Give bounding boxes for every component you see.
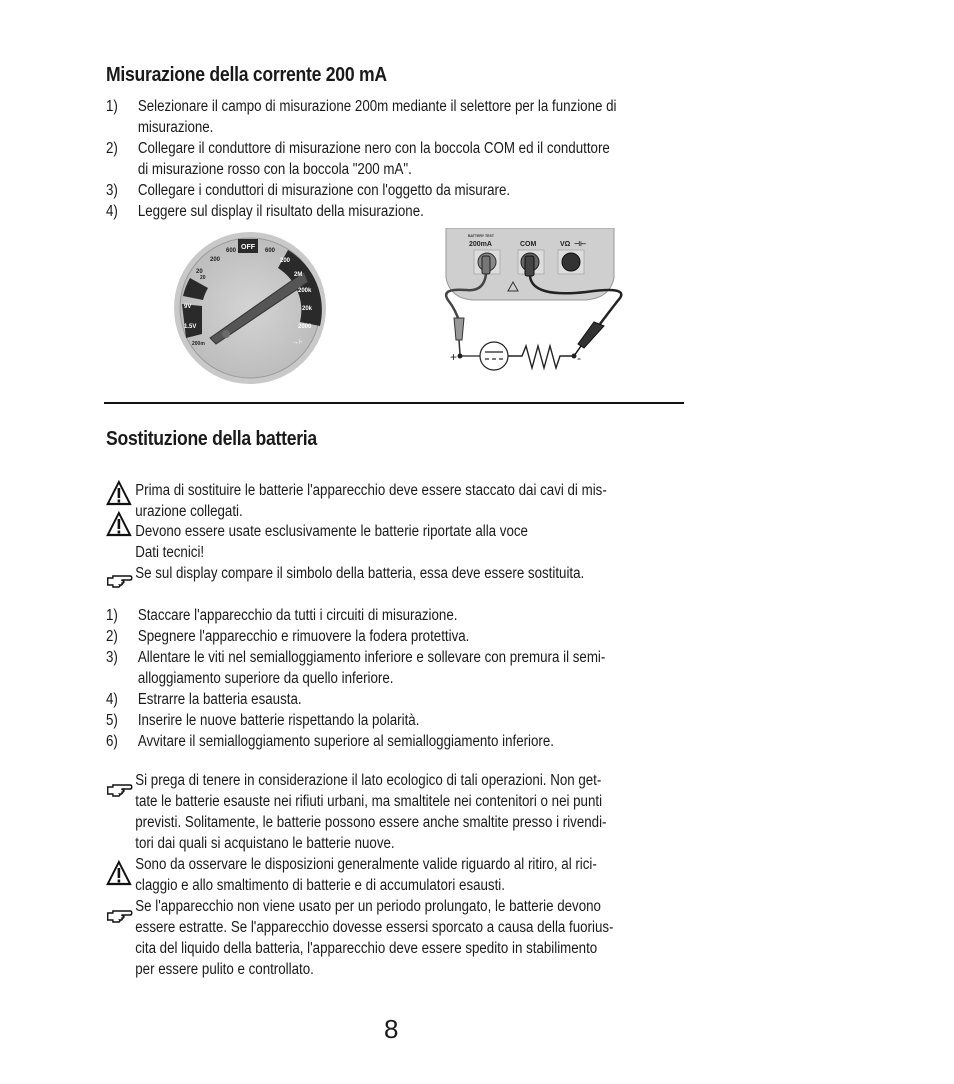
list-item: 1) Selezionare il campo di misurazione 200m mediante il selettore per la funzione di misurazione.: [106, 98, 617, 136]
svg-text:2M: 2M: [294, 272, 303, 278]
svg-text:200: 200: [210, 257, 221, 263]
svg-text:⊣⊢: ⊣⊢: [574, 241, 587, 248]
svg-text:600: 600: [265, 248, 276, 254]
list-item: 5) Inserire le nuove batterie rispettando la polarità.: [106, 712, 420, 729]
svg-text:2: 2: [188, 286, 192, 292]
svg-text:-: -: [577, 351, 581, 365]
svg-text:2000: 2000: [298, 324, 312, 330]
dial-label-off: OFF: [241, 244, 255, 251]
list-item: 4) Leggere sul display il risultato della misurazione.: [106, 203, 424, 220]
warning-icon: [106, 480, 132, 506]
list-item: 6) Avvitare il semialloggiamento superiore al semialloggiamento inferiore.: [106, 733, 554, 750]
list-item: 2) Spegnere l'apparecchio e rimuovere la fodera protettiva.: [106, 628, 470, 645]
list-item: 3) Collegare i conduttori di misurazione con l'oggetto da misurare.: [106, 182, 511, 199]
svg-text:20k: 20k: [302, 306, 313, 312]
svg-text:200mA: 200mA: [469, 241, 492, 248]
page-number: 8: [384, 1014, 399, 1044]
warning-note: Prima di sostituire le batterie l'apparecchio deve essere staccato dai cavi di mis- urazione collegati.: [106, 480, 691, 522]
svg-text:200m: 200m: [192, 341, 205, 347]
list-item: 2) Collegare il conduttore di misurazione nero con la boccola COM ed il conduttore di misurazione rosso con la boccola "200 mA".: [106, 140, 610, 178]
hand-note: Si prega di tenere in considerazione il lato ecologico di tali operazioni. Non get- tate le batterie esauste nei rifiuti urbani, ma smaltitele nei contenitori o nei punti previsti. Solitamente, le batterie possono essere anche smaltite presso i rivendi- tori dai quali si acquistano le batterie nuove.: [106, 770, 691, 854]
section-title-battery-replacement: Sostituzione della batteria: [106, 428, 317, 450]
svg-text:20: 20: [196, 269, 203, 275]
svg-text:COM: COM: [520, 241, 537, 248]
test-leads-circuit-illustration: [436, 228, 632, 378]
list-item: 4) Estrarre la batteria esausta.: [106, 691, 302, 708]
pointing-hand-icon: [106, 780, 134, 798]
svg-text:1.5V: 1.5V: [184, 324, 197, 330]
svg-text:+: +: [450, 350, 458, 364]
battery-replacement-steps: [106, 605, 691, 752]
section-divider: [104, 402, 684, 404]
warning-note: Sono da osservare le disposizioni generalmente valide riguardo al ritiro, al rici- claggio e allo smaltimento di batterie e di accumulatori esausti.: [106, 854, 691, 896]
pointing-hand-icon: [106, 906, 134, 924]
warning-note: Devono essere usate esclusivamente le batterie riportate alla voce Dati tecnici!: [106, 521, 691, 563]
pointing-hand-icon: [106, 571, 134, 589]
section-title-current-measurement: Misurazione della corrente 200 mA: [106, 64, 387, 86]
svg-text:BATTERY TEST: BATTERY TEST: [468, 234, 494, 238]
list-item: 3) Allentare le viti nel semialloggiamento inferiore e sollevare con premura il semi- alloggiamento superiore da quello inferiore.: [106, 649, 606, 687]
svg-text:200: 200: [280, 258, 291, 264]
svg-text:600: 600: [226, 248, 237, 254]
current-measurement-steps: [106, 96, 691, 222]
svg-text:200k: 200k: [298, 288, 312, 294]
svg-text:→⊦: →⊦: [292, 339, 303, 346]
warning-icon: [106, 860, 132, 886]
rotary-selector-illustration: [170, 226, 330, 386]
svg-text:VΩ: VΩ: [560, 241, 571, 248]
hand-note: Se sul display compare il simbolo della batteria, essa deve essere sostituita.: [106, 563, 691, 585]
hand-note: Se l'apparecchio non viene usato per un periodo prolungato, le batterie devono essere estratte. Se l'apparecchio dovesse essersi sporcato a causa della fuorius- cita del liquido della batteria, l'apparecchio deve essere spedito in stabilimento per essere pulito e controllato.: [106, 896, 691, 980]
svg-text:9V: 9V: [184, 304, 192, 310]
svg-text:20: 20: [200, 275, 206, 281]
list-item: 1) Staccare l'apparecchio da tutti i circuiti di misurazione.: [106, 607, 458, 624]
warning-icon: [106, 511, 132, 537]
